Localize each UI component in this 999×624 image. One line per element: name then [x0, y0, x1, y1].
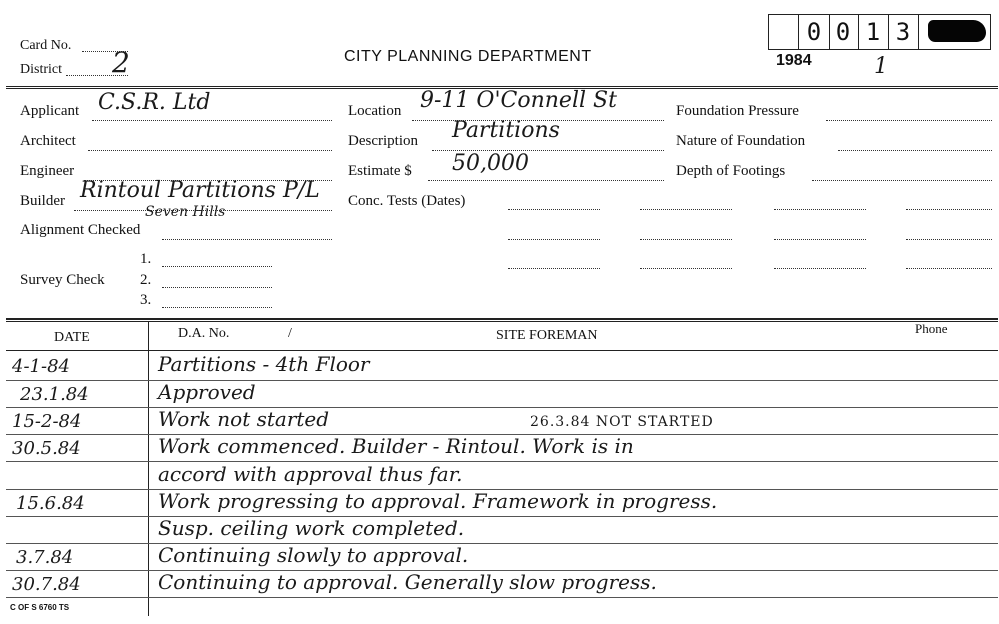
row-rule: [6, 461, 998, 462]
header-rule: [6, 86, 998, 87]
description-value: Partitions: [452, 118, 560, 143]
site-foreman-header: SITE FOREMAN: [496, 328, 598, 343]
conc-test-line: [906, 268, 992, 269]
department-title: CITY PLANNING DEPARTMENT: [344, 48, 592, 65]
conc-tests-label: Conc. Tests (Dates): [348, 193, 466, 209]
conc-test-line: [906, 209, 992, 210]
row-date: 3.7.84: [16, 547, 74, 568]
conc-test-line: [906, 239, 992, 240]
builder-label: Builder: [20, 193, 65, 209]
conc-test-line: [774, 209, 866, 210]
foundation-pressure-label: Foundation Pressure: [676, 103, 799, 119]
form-code: C OF S 6760 TS: [10, 603, 70, 612]
conc-test-line: [774, 268, 866, 269]
row-entry: accord with approval thus far.: [158, 462, 463, 486]
row-rule: [6, 597, 998, 598]
row-rule: [6, 543, 998, 544]
card-number-digit: 0: [828, 14, 859, 50]
row-entry: Continuing slowly to approval.: [158, 543, 469, 567]
row-entry: Approved: [158, 380, 256, 404]
survey-line: [162, 266, 272, 267]
conc-test-line: [508, 239, 600, 240]
row-date: 23.1.84: [20, 384, 89, 405]
architect-label: Architect: [20, 133, 76, 149]
estimate-label: Estimate $: [348, 163, 412, 179]
applicant-line: [92, 120, 332, 121]
row-rule: [6, 380, 998, 381]
architect-line: [88, 150, 332, 151]
row-rule: [6, 407, 998, 408]
conc-test-line: [774, 239, 866, 240]
district-label: District: [20, 62, 62, 77]
engineer-label: Engineer: [20, 163, 75, 179]
da-separator: /: [288, 326, 292, 341]
year-mark: 1: [874, 54, 888, 79]
table-top-rule: [6, 318, 998, 320]
row-entry-note: 26.3.84 NOT STARTED: [530, 414, 714, 430]
date-column-divider: [148, 321, 149, 616]
conc-test-line: [640, 268, 732, 269]
da-header: D.A. No.: [178, 326, 230, 341]
date-header: DATE: [54, 330, 90, 345]
redaction-mark: [928, 20, 986, 42]
row-date: 30.5.84: [12, 438, 81, 459]
phone-header: Phone: [915, 321, 948, 336]
builder-value: Rintoul Partitions P/L: [80, 178, 320, 203]
foundation-pressure-line: [826, 120, 992, 121]
applicant-label: Applicant: [20, 103, 80, 119]
depth-footings-label: Depth of Footings: [676, 163, 786, 179]
row-rule: [6, 516, 998, 517]
depth-footings-line: [812, 180, 992, 181]
conc-test-line: [508, 209, 600, 210]
row-date: 15-2-84: [12, 411, 82, 432]
table-top-rule: [6, 321, 998, 322]
card-no-label: Card No.: [20, 38, 72, 53]
survey-number: 2.: [140, 272, 152, 288]
estimate-line: [428, 180, 664, 181]
card-number-box-blank: [768, 14, 799, 50]
survey-line: [162, 307, 272, 308]
conc-test-line: [508, 268, 600, 269]
conc-test-line: [640, 209, 732, 210]
year-label: 1984: [776, 52, 812, 69]
survey-number: 1.: [140, 251, 152, 267]
survey-check-label: Survey Check: [20, 272, 105, 288]
builder-suburb: Seven Hills: [145, 204, 226, 220]
row-entry: Susp. ceiling work completed.: [158, 516, 465, 540]
row-entry: Work progressing to approval. Framework in progress.: [158, 489, 718, 513]
row-entry: Continuing to approval. Generally slow progress.: [158, 570, 657, 594]
alignment-line: [162, 239, 332, 240]
row-date: 15.6.84: [16, 493, 85, 514]
row-date: 4-1-84: [12, 356, 70, 377]
card-number-digit: 3: [888, 14, 919, 50]
applicant-value: C.S.R. Ltd: [98, 90, 211, 115]
card-number-digit: 1: [858, 14, 889, 50]
estimate-value: 50,000: [452, 151, 529, 176]
survey-number: 3.: [140, 292, 152, 308]
row-date: 30.7.84: [12, 574, 81, 595]
row-entry: Work not started: [158, 407, 330, 431]
description-label: Description: [348, 133, 418, 149]
location-label: Location: [348, 103, 402, 119]
row-entry: Work commenced. Builder - Rintoul. Work is in: [158, 434, 634, 458]
row-entry: Partitions - 4th Floor: [158, 352, 370, 376]
location-value: 9-11 O'Connell St: [420, 88, 617, 113]
nature-foundation-label: Nature of Foundation: [676, 133, 806, 149]
card-number-digit: 0: [798, 14, 830, 50]
conc-test-line: [640, 239, 732, 240]
survey-line: [162, 287, 272, 288]
district-value: 2: [112, 46, 130, 79]
alignment-label: Alignment Checked: [20, 222, 141, 238]
nature-foundation-line: [838, 150, 992, 151]
table-header-rule: [6, 350, 998, 351]
